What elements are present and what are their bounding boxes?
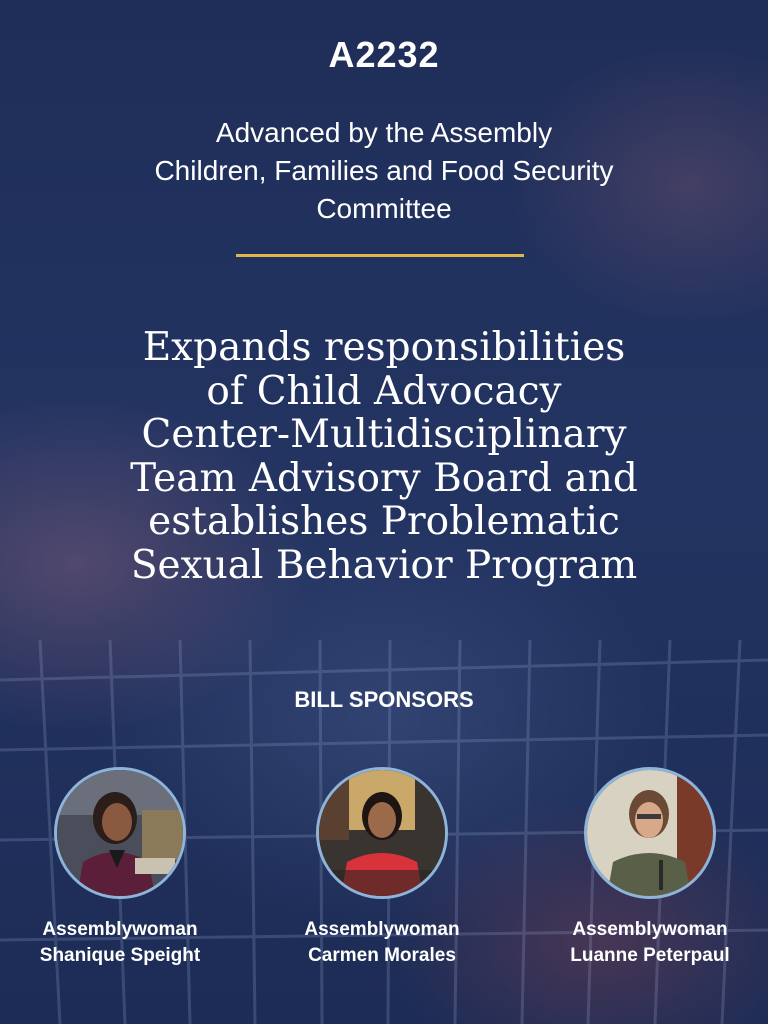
bill-headline	[0, 326, 768, 587]
sponsor-name-block	[530, 917, 768, 969]
sponsor-photo	[54, 767, 186, 899]
sponsor-title: Assemblywoman	[572, 919, 728, 940]
headline-line: of Child Advocacy	[206, 368, 562, 414]
sponsor-portrait-icon	[319, 770, 445, 896]
sponsor-name-block	[0, 917, 240, 969]
sponsor-portrait-icon	[57, 770, 183, 896]
sponsor-name: Shanique Speight	[39, 945, 201, 966]
sponsor-name: Carmen Morales	[308, 945, 456, 966]
sponsor-name: Luanne Peterpaul	[570, 945, 730, 966]
gold-divider	[236, 254, 524, 257]
headline-line: Sexual Behavior Program	[130, 542, 638, 588]
headline-line: establishes Problematic	[148, 499, 620, 544]
sponsor-title: Assemblywoman	[42, 919, 198, 940]
sponsor-card	[262, 767, 502, 969]
headline-line: Center-Multidisciplinary	[141, 412, 627, 457]
bill-number: A2232	[328, 34, 440, 75]
sponsor-card	[0, 767, 240, 969]
sponsor-photo	[584, 767, 716, 899]
sponsor-name-block	[262, 917, 502, 969]
sponsor-card	[530, 767, 768, 969]
headline-line: Team Advisory Board and	[130, 455, 638, 501]
committee-line: Advanced by the Assembly	[215, 117, 553, 148]
committee-line: Committee	[316, 193, 452, 224]
sponsor-portrait-icon	[587, 770, 713, 896]
committee-line: Children, Families and Food Security	[154, 155, 614, 186]
sponsor-photo	[316, 767, 448, 899]
bill-sponsors-heading: BILL SPONSORS	[294, 687, 474, 712]
headline-line: Expands responsibilities	[142, 325, 626, 370]
committee-text	[0, 114, 768, 228]
sponsor-title: Assemblywoman	[304, 919, 460, 940]
